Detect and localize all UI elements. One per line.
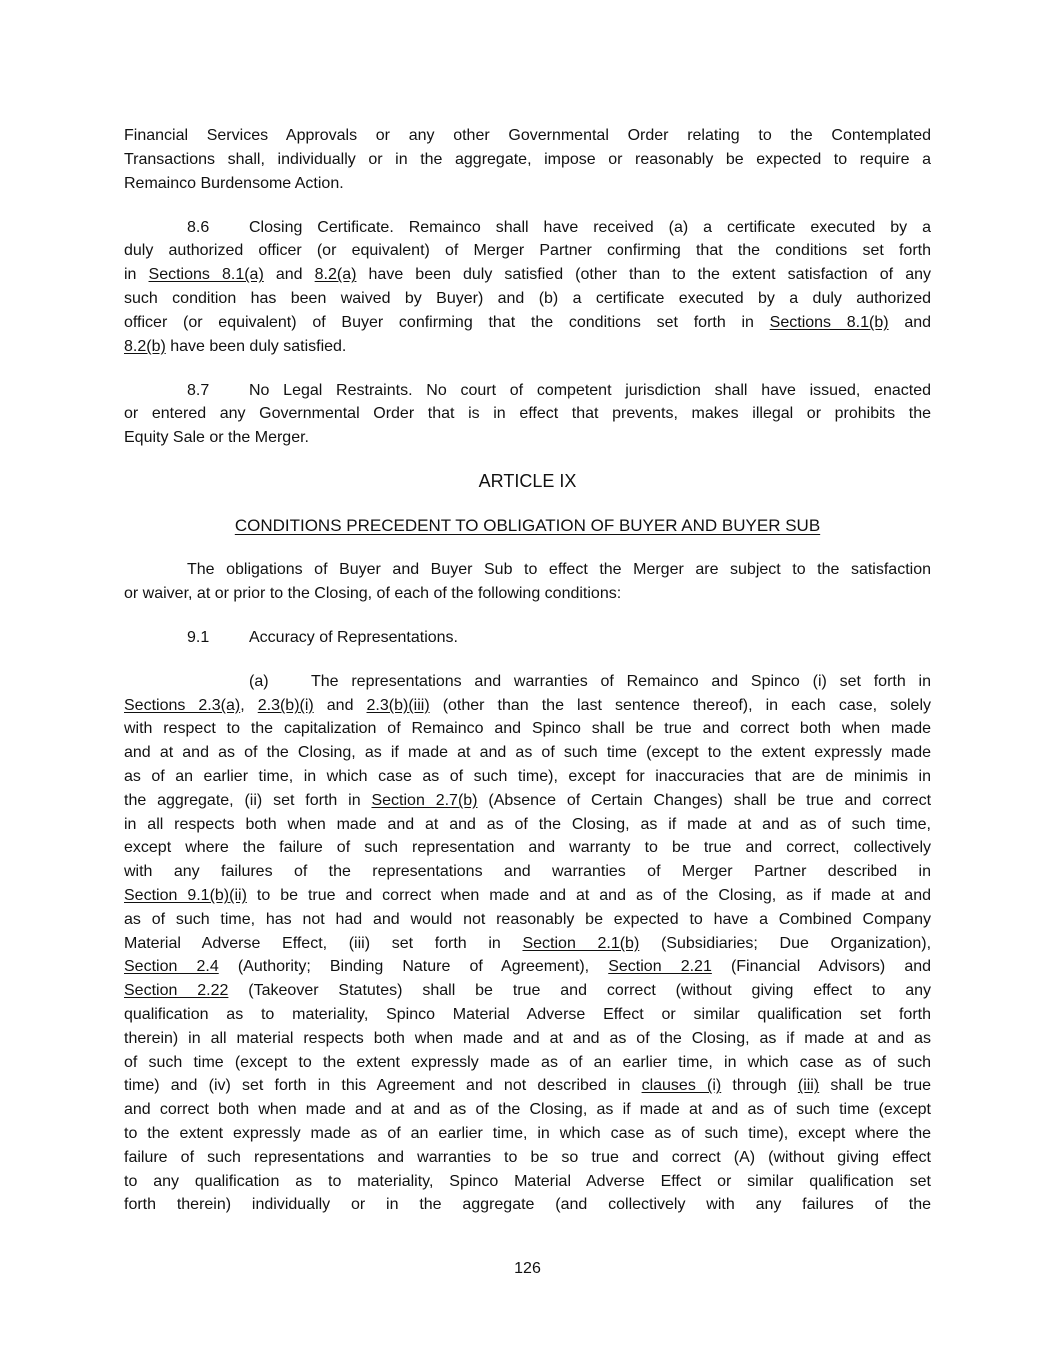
text-segment: have been duly satisfied (other than to the extent satisfaction of any <box>356 266 931 284</box>
text-line <box>124 402 931 426</box>
text-segment: (Absence of Certain Changes) shall be true and correct <box>477 791 931 809</box>
text-segment: such condition has been waived by Buyer) and (b) a certificate executed by a duly authorized <box>124 289 931 307</box>
section-cross-reference: Section 2.7(b) <box>371 791 478 809</box>
text-segment: time) and (iv) set forth in this Agreement and not described in <box>124 1077 642 1095</box>
text-segment: Financial Services Approvals or any other Governmental Order relating to the Contemplated <box>124 127 931 144</box>
paragraph-section-8-6 <box>124 216 931 359</box>
text-line <box>124 172 931 196</box>
text-line <box>124 1003 931 1027</box>
section-cross-reference: Section 2.22 <box>124 982 229 1000</box>
text-segment: or waiver, at or prior to the Closing, of each of the following conditions: <box>124 584 622 602</box>
document-body-bottom <box>124 558 931 1217</box>
text-line <box>124 124 931 148</box>
text-segment: and correct both when made and at and as of the Closing, as if made at and as of such time (except <box>124 1101 931 1119</box>
text-segment: (Financial Advisors) and <box>711 958 931 976</box>
text-line <box>124 1170 931 1194</box>
text-segment: (Takeover Statutes) shall be true and correct (without giving effect to any <box>228 982 931 1000</box>
text-segment: and <box>888 313 931 331</box>
page-number: 126 <box>514 1260 541 1277</box>
text-line <box>124 1027 931 1051</box>
text-line <box>124 311 931 335</box>
paragraph-section-9-1-a <box>124 670 931 1217</box>
text-segment: through <box>721 1077 798 1095</box>
text-segment: qualification as to materiality, Spinco Material Adverse Effect or similar qualification set forth <box>124 1006 931 1024</box>
paragraph-article-intro <box>124 558 931 606</box>
section-cross-reference: 2.3(b)(iii) <box>366 696 430 714</box>
text-line <box>124 582 931 606</box>
section-cross-reference: Section 2.21 <box>608 958 712 976</box>
text-segment: and at and as of the Closing, as if made at and as of such time (except to the extent expressly made <box>124 744 931 762</box>
text-segment: officer (or equivalent) of Buyer confirming that the conditions set forth in <box>124 313 770 331</box>
text-segment: with respect to the capitalization of Remainco and Spinco shall be true and correct both when made <box>124 720 931 738</box>
text-line <box>124 765 931 789</box>
section-cross-reference: Section 2.1(b) <box>522 934 640 952</box>
text-segment: to be true and correct when made and at and as of the Closing, as if made at and <box>246 887 931 905</box>
article-heading: CONDITIONS PRECEDENT TO OBLIGATION OF BUYER AND BUYER SUB <box>234 516 821 536</box>
section-cross-reference: 8.2(b) <box>124 337 166 355</box>
text-line <box>124 836 931 860</box>
section-cross-reference: Section 9.1(b)(ii) <box>124 887 247 905</box>
section-cross-reference: (iii) <box>797 1077 820 1095</box>
text-segment: Remainco Burdensome Action. <box>124 174 344 192</box>
text-segment: in all respects both when made and at and as of the Closing, as if made at and as of such time, <box>124 815 931 833</box>
text-segment: of such time (except to the extent expressly made as of an earlier time, in which case as of such <box>124 1053 931 1071</box>
text-line <box>124 148 931 172</box>
text-segment: as of an earlier time, in which case as of such time), except for inaccuracies that are de minimis in <box>124 768 931 786</box>
text-segment: Transactions shall, individually or in the aggregate, impose or reasonably be expected to require a <box>124 150 931 168</box>
text-line <box>124 1074 931 1098</box>
text-line <box>124 263 931 287</box>
text-segment: , <box>240 696 258 714</box>
text-segment: or entered any Governmental Order that is in effect that prevents, makes illegal or prohibits the <box>124 405 931 423</box>
text-segment: except where the failure of such representation and warranty to be true and correct, collectively <box>124 839 931 857</box>
text-line <box>124 979 931 1003</box>
text-segment: and <box>263 266 315 284</box>
text-line <box>124 1193 931 1217</box>
text-line <box>124 884 931 908</box>
paragraph-continuation <box>124 124 931 195</box>
text-line <box>124 813 931 837</box>
text-line <box>124 741 931 765</box>
section-number: 9.1 <box>187 628 210 646</box>
section-cross-reference: 8.2(a) <box>314 266 357 284</box>
text-line <box>124 626 931 650</box>
section-cross-reference: Sections 2.3(a) <box>124 696 241 714</box>
text-segment: to the extent expressly made as of an earlier time, in which case as of such time), except where the <box>124 1125 931 1142</box>
text-segment: (other than the last sentence thereof), in each case, solely <box>429 696 931 714</box>
text-line <box>124 558 931 582</box>
text-segment: The representations and warranties of Remainco and Spinco (i) set forth in <box>311 672 931 690</box>
text-line <box>124 860 931 884</box>
text-line <box>124 239 931 263</box>
paragraph-section-8-7 <box>124 379 931 450</box>
text-line <box>124 955 931 979</box>
text-line <box>124 1098 931 1122</box>
text-line <box>124 1051 931 1075</box>
section-cross-reference: Sections 8.1(a) <box>148 266 264 284</box>
text-segment: duly authorized officer (or equivalent) of Merger Partner confirming that the conditions set forth <box>124 242 931 260</box>
text-line <box>124 908 931 932</box>
section-number: 8.6 <box>187 218 210 236</box>
text-segment: as of such time, has not had and would not reasonably be expected to have a Combined Company <box>124 910 931 928</box>
text-segment: No Legal Restraints. No court of competent jurisdiction shall have issued, enacted <box>249 381 931 399</box>
text-segment: Accuracy of Representations. <box>249 628 458 646</box>
text-segment: the aggregate, (ii) set forth in <box>124 791 372 809</box>
document-body-top <box>124 124 931 450</box>
section-cross-reference: Sections 8.1(b) <box>769 313 889 331</box>
text-line <box>124 335 931 359</box>
article-title: ARTICLE IX <box>478 471 577 492</box>
text-line <box>124 932 931 956</box>
text-segment: forth therein) individually or in the aggregate (and collectively with any failures of the <box>124 1196 931 1214</box>
text-segment: therein) in all material respects both when made and at and as of the Closing, as if made at and as <box>124 1029 931 1047</box>
section-number: 8.7 <box>187 381 210 399</box>
text-segment: (Authority; Binding Nature of Agreement), <box>218 958 609 976</box>
text-segment: (Subsidiaries; Due Organization), <box>639 934 931 952</box>
text-line <box>124 216 931 240</box>
text-line <box>124 379 931 403</box>
text-segment: Material Adverse Effect, (iii) set forth in <box>124 934 523 952</box>
text-line <box>124 789 931 813</box>
text-segment: Closing Certificate. Remainco shall have received (a) a certificate executed by a <box>249 218 931 236</box>
text-segment: with any failures of the representations and warranties of Merger Partner described in <box>124 863 931 881</box>
text-segment: failure of such representations and warranties to be so true and correct (A) (without giving effect <box>124 1148 931 1166</box>
section-cross-reference: clauses (i) <box>641 1077 722 1095</box>
text-segment: to any qualification as to materiality, Spinco Material Adverse Effect or similar qualification set <box>124 1172 931 1190</box>
paragraph-section-9-1 <box>124 626 931 650</box>
text-segment: in <box>124 266 149 284</box>
section-cross-reference: Section 2.4 <box>124 958 219 976</box>
section-cross-reference: 2.3(b)(i) <box>257 696 314 714</box>
text-line <box>124 287 931 311</box>
text-segment: The obligations of Buyer and Buyer Sub to effect the Merger are subject to the satisfaction <box>187 561 931 579</box>
text-line <box>124 426 931 450</box>
text-segment: Equity Sale or the Merger. <box>124 429 309 447</box>
text-segment: and <box>313 696 367 714</box>
text-segment: have been duly satisfied. <box>165 337 347 355</box>
text-line <box>124 694 931 718</box>
text-line <box>124 1146 931 1170</box>
text-segment: shall be true <box>819 1077 931 1095</box>
text-line <box>124 1122 931 1146</box>
document-page <box>124 124 931 1217</box>
section-number: (a) <box>249 672 269 690</box>
text-line <box>124 670 931 694</box>
text-line <box>124 717 931 741</box>
